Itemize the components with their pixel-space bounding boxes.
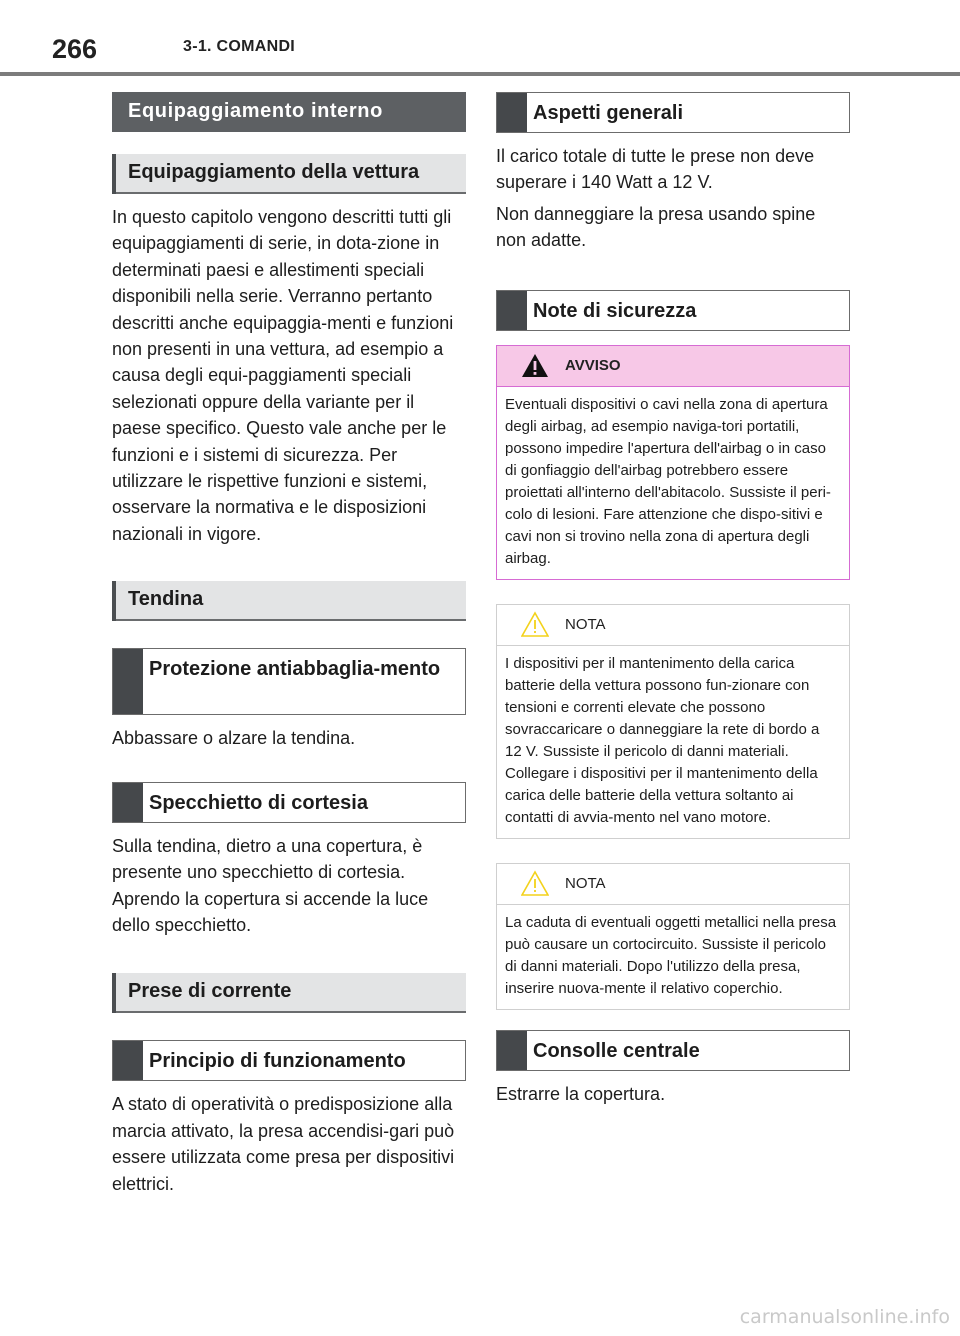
heading-text: Aspetti generali	[533, 102, 684, 124]
heading-text: Consolle centrale	[533, 1039, 700, 1062]
right-column	[496, 92, 850, 1107]
nota-label: NOTA	[565, 615, 606, 633]
avviso-text: Eventuali dispositivi o cavi nella zona di apertura degli airbag, ad esempio naviga-tori portatili, possono impedire l'apertura dell'airbag o in caso di gonfiaggio dell'airbag potrebbero essere proiettati all'interno dell'abitacolo. Sussiste il peri-colo di lesioni. Fare attenzione che dispo-sitivi e cavi non si trovino nella zona di apertura degli airbag.	[505, 395, 831, 567]
heading-aspetti-generali	[496, 92, 850, 133]
section-title: 3-1. COMANDI	[183, 38, 296, 55]
warning-icon	[521, 352, 549, 378]
nota-box	[496, 604, 850, 839]
nota-label: NOTA	[565, 874, 606, 892]
caution-icon	[521, 870, 549, 896]
paragraph-aspetti-1: Il carico totale di tutte le prese non deve superare i 140 Watt a 12 V.	[496, 146, 815, 193]
caution-icon	[521, 611, 549, 637]
heading-text: Principio di funzionamento	[149, 1050, 406, 1073]
nota-text: I dispositivi per il mantenimento della carica batterie della vettura possono fun-zionare con tensioni e correnti elevate che possono sovraccaricare o danneggiare la rete di bordo a 12 V. Sussiste il pericolo di danni materiali. Collegare i dispositivi per il mantenimento della carica delle batterie della vettura soltanto ai contatti di avvia-mento nel vano motore.	[505, 654, 820, 826]
heading-text: Protezione antiabbaglia-mento	[149, 658, 441, 681]
left-column	[112, 92, 466, 1197]
heading-equipaggiamento-vettura: Equipaggiamento della vettura	[112, 154, 466, 194]
heading-protezione-antiabbagliamento	[112, 648, 466, 715]
paragraph-equipaggiamento: In questo capitolo vengono descritti tutti gli equipaggiamenti di serie, in dota-zione in determinati paesi e allestimenti speciali disponibili nella serie. Verranno pertanto descritti anche equipaggia-menti e funzioni non presenti in una vettura, ad esempio a causa degli equi-paggiamenti speciali selezionati oppure della variante per il paese specifico. Questo vale anche per le funzioni e i sistemi di sicurezza. Per utilizzare le rispettive funzioni e sistemi, osservare la normativa e le disposizioni nazionali in vigore.	[112, 207, 454, 544]
heading-note-sicurezza	[496, 290, 850, 331]
nota-text: La caduta di eventuali oggetti metallici nella presa può causare un cortocircuito. Sussiste il pericolo di danni materiali. Dopo l'utilizzo della presa, inserire nuova-mente il relativo coperchio.	[505, 913, 837, 997]
header-divider	[0, 72, 960, 76]
paragraph-protezione: Abbassare o alzare la tendina.	[112, 728, 356, 749]
watermark: carmanualsonline.info	[739, 1306, 950, 1328]
paragraph-aspetti-2: Non danneggiare la presa usando spine non adatte.	[496, 203, 816, 251]
heading-equipaggiamento-interno: Equipaggiamento interno	[112, 92, 466, 132]
heading-tendina: Tendina	[112, 581, 466, 621]
heading-specchietto-cortesia	[112, 782, 466, 823]
paragraph-specchietto: Sulla tendina, dietro a una copertura, è presente uno specchietto di cortesia. Aprendo la copertura si accende la luce dello specchietto.	[112, 835, 429, 935]
nota-box	[496, 863, 850, 1010]
heading-text: Note di sicurezza	[533, 299, 697, 322]
paragraph-principio: A stato di operatività o predisposizione alla marcia attivato, la presa accendisi-gari può essere utilizzata come presa per dispositivi elettrici.	[112, 1094, 455, 1194]
heading-prese-corrente: Prese di corrente	[112, 973, 466, 1013]
page-number: 266	[52, 34, 98, 64]
heading-text: Specchietto di cortesia	[149, 791, 368, 814]
avviso-label: AVVISO	[565, 356, 621, 374]
avviso-box	[496, 345, 850, 580]
paragraph-consolle: Estrarre la copertura.	[496, 1083, 666, 1104]
heading-principio-funzionamento	[112, 1040, 466, 1081]
page-header	[0, 0, 960, 78]
heading-consolle-centrale	[496, 1030, 850, 1071]
